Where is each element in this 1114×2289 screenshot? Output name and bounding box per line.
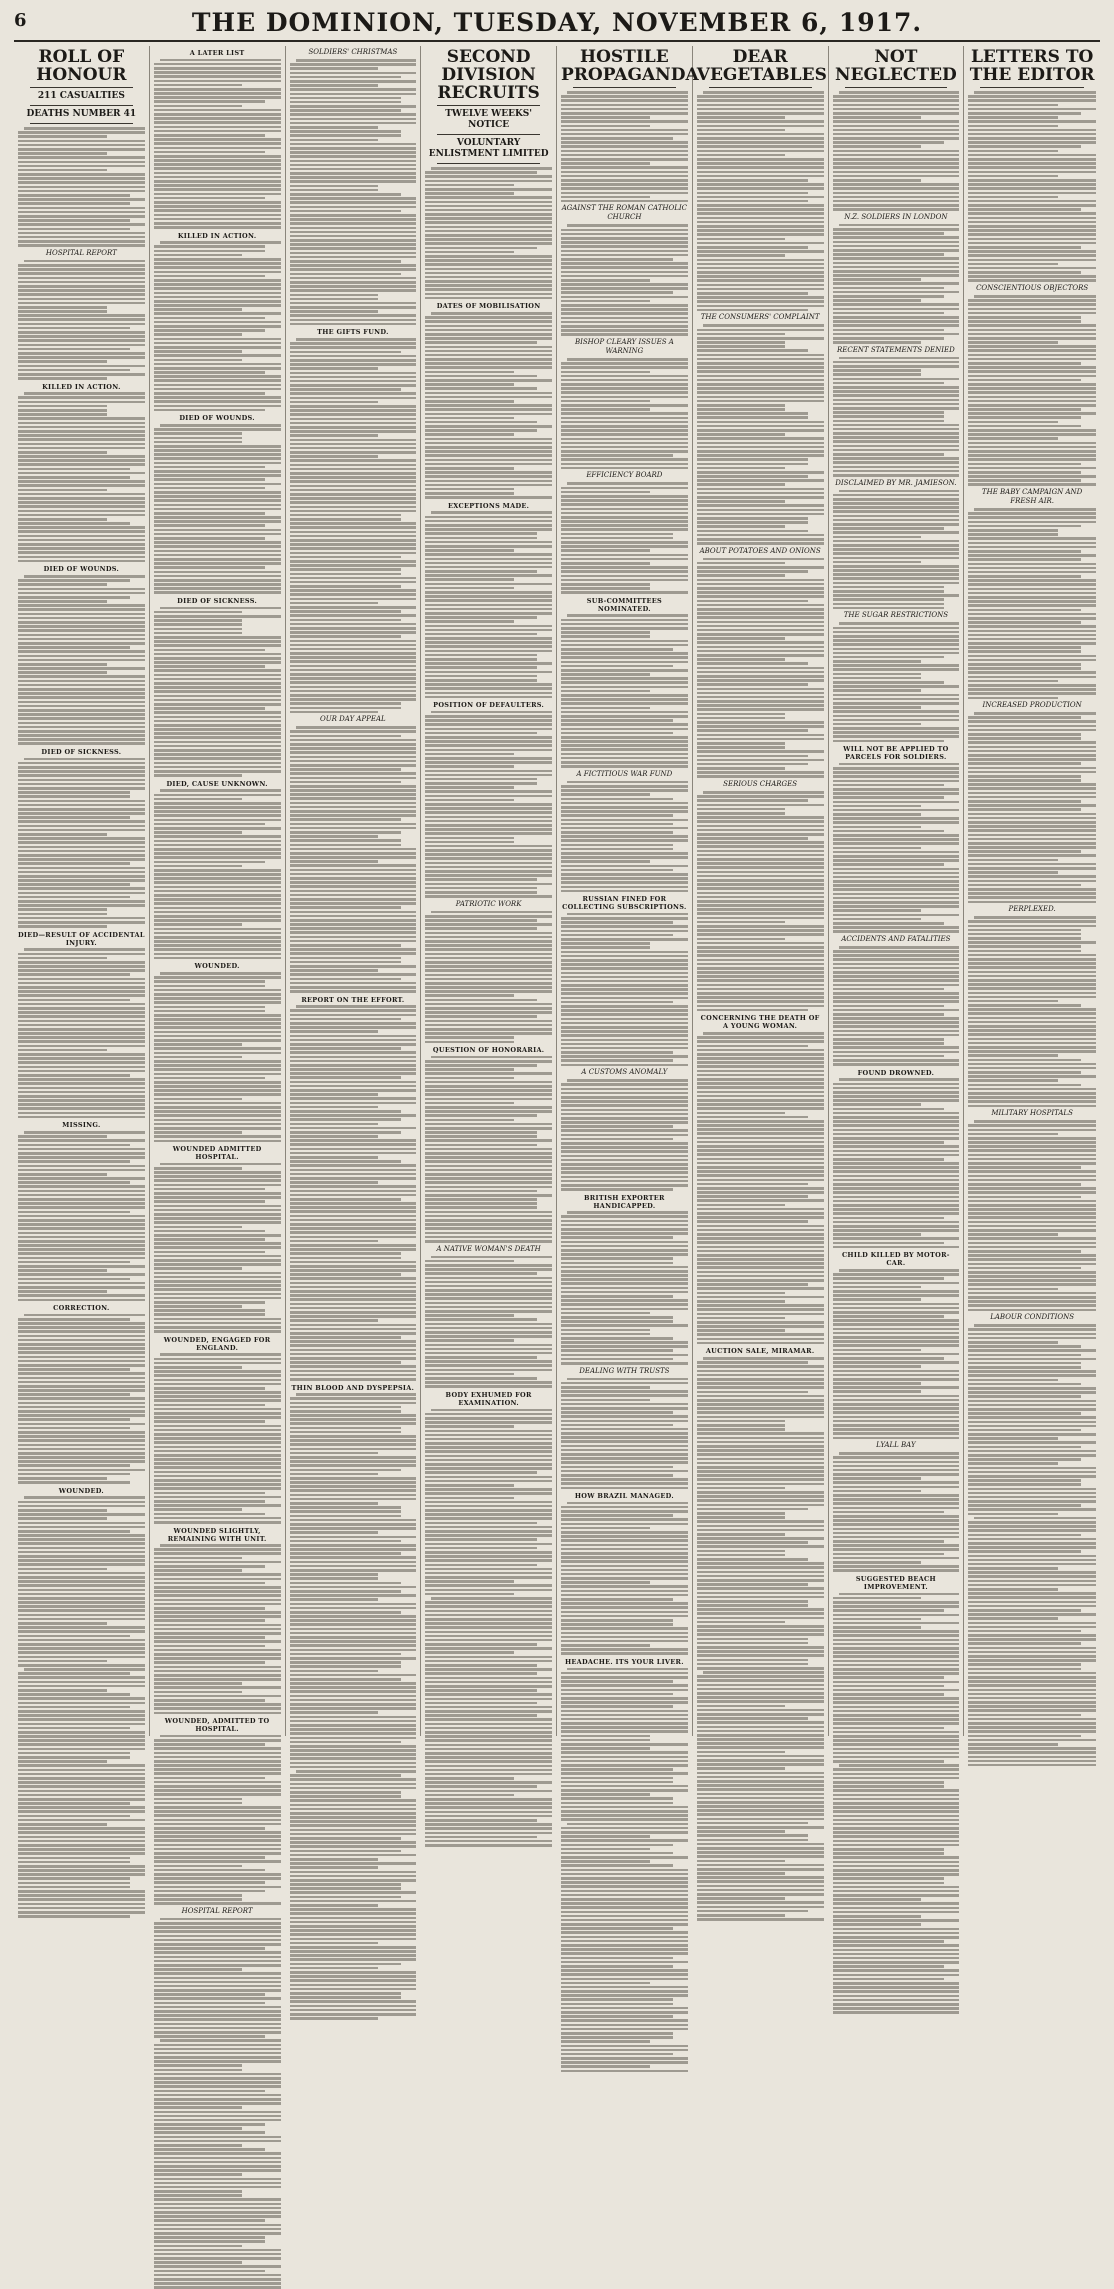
heading-rule: [845, 87, 948, 88]
article-body: [290, 338, 417, 713]
heading-3: LABOUR CONDITIONS: [990, 1313, 1075, 1322]
heading-4: DATES OF MOBILISATION: [436, 302, 541, 311]
heading-4: KILLED IN ACTION.: [177, 231, 257, 240]
article-body: [833, 490, 960, 610]
heading-4: BRITISH EXPORTER HANDICAPPED.: [584, 1193, 665, 1210]
article-body: [697, 791, 824, 1011]
heading-4: WOUNDED, ADMITTED TO HOSPITAL.: [164, 1717, 270, 1734]
heading-4: KILLED IN ACTION.: [42, 382, 121, 391]
heading-2: 211 CASUALTIES: [37, 91, 125, 101]
heading-3: INCREASED PRODUCTION: [982, 701, 1082, 710]
article-body: [561, 1079, 688, 1190]
article-body: [154, 607, 281, 777]
heading-rule: [437, 105, 540, 106]
heading-3: PERPLEXED.: [1008, 905, 1056, 914]
article-body: [968, 916, 1096, 1107]
heading-4: POSITION OF DEFAULTERS.: [433, 701, 545, 710]
heading-4: HEADACHE. ITS YOUR LIVER.: [564, 1658, 684, 1667]
heading-4: DIED OF SICKNESS.: [177, 597, 258, 606]
column-1: [14, 46, 150, 1736]
article-body: [18, 1668, 145, 1918]
heading-4: HOW BRAZIL MANAGED.: [574, 1492, 674, 1501]
heading-4: A LATER LIST: [189, 49, 245, 57]
article-body: [833, 1452, 960, 1572]
heading-4: REPORT ON THE EFFORT.: [301, 995, 405, 1004]
article-body: [561, 224, 688, 335]
article-body: [833, 763, 960, 933]
heading-3: A FICTITIOUS WAR FUND: [576, 769, 673, 778]
heading-4: EXCEPTIONS MADE.: [448, 501, 530, 510]
heading-4: WOUNDED ADMITTED HOSPITAL.: [172, 1145, 262, 1162]
heading-4: THIN BLOOD AND DYSPEPSIA.: [291, 1383, 415, 1392]
heading-1: ROLL OF HONOUR: [36, 47, 127, 85]
article-body: [561, 614, 688, 767]
article-body: [18, 1131, 145, 1301]
heading-3: OUR DAY APPEAL: [320, 715, 386, 724]
article-body: [154, 1918, 281, 2038]
heading-rule: [30, 105, 133, 106]
heading-3: EFFICIENCY BOARD: [586, 471, 663, 480]
article-body: [561, 1823, 688, 2073]
heading-4: WOUNDED.: [58, 1486, 104, 1495]
article-body: [968, 1120, 1096, 1311]
column-4: [421, 46, 557, 1736]
heading-1: LETTERS TO THE EDITOR: [969, 47, 1095, 85]
article-body: [697, 1671, 824, 1921]
heading-rule: [709, 87, 812, 88]
article-body: [833, 224, 960, 344]
heading-4: WOUNDED SLIGHTLY, REMAINING WITH UNIT.: [167, 1526, 267, 1543]
article-body: [425, 511, 552, 698]
heading-3: MILITARY HOSPITALS: [991, 1109, 1073, 1118]
article-body: [968, 1517, 1096, 1767]
article-body: [290, 1770, 417, 2020]
article-body: [18, 948, 145, 1118]
masthead: [14, 4, 1100, 42]
heading-3: A CUSTOMS ANOMALY: [581, 1068, 668, 1077]
article-body: [18, 1496, 145, 1666]
column-7: [829, 46, 965, 1736]
article-body: [154, 241, 281, 411]
article-body: [833, 357, 960, 477]
heading-4: AUCTION SALE, MIRAMAR.: [705, 1347, 815, 1356]
article-body: [290, 1005, 417, 1380]
column-2: [150, 46, 286, 1915]
heading-2: DEATHS NUMBER 41: [26, 109, 137, 119]
heading-3: THE BABY CAMPAIGN AND FRESH AIR.: [981, 488, 1083, 506]
article-body: [18, 392, 145, 562]
article-body: [833, 91, 960, 211]
article-body: [833, 1593, 960, 1763]
heading-4: RUSSIAN FINED FOR COLLECTING SUBSCRIPTIONS.: [562, 895, 687, 912]
article-body: [154, 789, 281, 959]
heading-4: CORRECTION.: [53, 1304, 110, 1313]
heading-4: THE GIFTS FUND.: [317, 328, 389, 337]
article-body: [154, 2039, 281, 2289]
article-body: [968, 712, 1096, 903]
article-body: [561, 482, 688, 593]
heading-3: ABOUT POTATOES AND ONIONS: [699, 546, 821, 555]
heading-4: SUGGESTED BEACH IMPROVEMENT.: [855, 1574, 936, 1591]
heading-3: CONSCIENTIOUS OBJECTORS: [976, 284, 1089, 293]
article-body: [697, 91, 824, 311]
article-body: [968, 508, 1096, 699]
article-body: [290, 1393, 417, 1768]
heading-3: SERIOUS CHARGES: [723, 780, 798, 789]
newspaper-columns: [14, 46, 1100, 1915]
heading-rule: [437, 134, 540, 135]
heading-4: MISSING.: [62, 1121, 101, 1130]
article-body: [425, 911, 552, 1043]
article-body: [561, 781, 688, 892]
heading-1: NOT NEGLECTED: [834, 47, 957, 85]
article-body: [561, 91, 688, 202]
column-8: [964, 46, 1100, 1736]
article-body: [833, 1269, 960, 1439]
article-body: [18, 260, 145, 380]
article-body: [968, 295, 1096, 486]
heading-2: TWELVE WEEKS' NOTICE: [445, 109, 533, 130]
article-body: [154, 1353, 281, 1523]
heading-3: LYALL BAY: [876, 1441, 916, 1450]
heading-3: ACCIDENTS AND FATALITIES: [841, 934, 951, 943]
article-body: [561, 358, 688, 469]
heading-4: WOUNDED, ENGAGED FOR ENGLAND.: [163, 1335, 271, 1352]
article-body: [18, 758, 145, 928]
heading-4: FOUND DROWNED.: [857, 1068, 935, 1077]
article-body: [154, 972, 281, 1142]
heading-4: DIED—RESULT OF ACCIDENTAL INJURY.: [18, 930, 145, 947]
column-5: [557, 46, 699, 1736]
article-body: [425, 312, 552, 499]
heading-rule: [30, 87, 133, 88]
article-body: [697, 558, 824, 778]
heading-3: N.Z. SOLDIERS IN LONDON: [844, 212, 948, 221]
heading-4: WOUNDED.: [194, 962, 240, 971]
heading-3: HOSPITAL REPORT: [181, 1906, 253, 1915]
page-number: 6: [14, 10, 27, 31]
article-body: [561, 1211, 688, 1364]
article-body: [425, 711, 552, 898]
article-body: [154, 59, 281, 229]
heading-4: BODY EXHUMED FOR EXAMINATION.: [445, 1390, 532, 1407]
heading-4: DIED OF SICKNESS.: [41, 748, 122, 757]
heading-4: CHILD KILLED BY MOTOR-CAR.: [841, 1251, 950, 1268]
article-body: [425, 1256, 552, 1388]
article-body: [154, 1735, 281, 1905]
article-body: [833, 622, 960, 742]
article-body: [561, 1668, 688, 1821]
heading-rule: [980, 87, 1084, 88]
newspaper-title: THE DOMINION, TUESDAY, NOVEMBER 6, 1917.: [191, 8, 923, 37]
heading-3: PATRIOTIC WORK: [455, 899, 522, 908]
heading-3: DISCLAIMED BY MR. JAMIESON.: [835, 478, 957, 487]
article-body: [18, 127, 145, 247]
heading-3: DEALING WITH TRUSTS: [579, 1366, 670, 1375]
heading-3: A NATIVE WOMAN'S DEATH: [436, 1244, 541, 1253]
heading-4: DIED, CAUSE UNKNOWN.: [166, 779, 268, 788]
article-body: [561, 1502, 688, 1655]
article-body: [425, 167, 552, 299]
article-body: [154, 1544, 281, 1714]
heading-3: BISHOP CLEARY ISSUES A WARNING: [574, 337, 674, 355]
article-body: [968, 91, 1096, 282]
article-body: [425, 1597, 552, 1847]
heading-1: SECOND DIVISION RECRUITS: [437, 47, 540, 103]
heading-4: SUB-COMMITTEES NOMINATED.: [586, 596, 662, 613]
heading-3: THE SUGAR RESTRICTIONS: [843, 611, 949, 620]
column-6: [693, 46, 829, 1736]
heading-3: RECENT STATEMENTS DENIED: [836, 345, 955, 354]
heading-1: DEAR VEGETABLES: [696, 47, 827, 85]
heading-3: THE CONSUMERS' COMPLAINT: [700, 313, 820, 322]
article-body: [425, 1056, 552, 1243]
article-body: [18, 575, 145, 745]
heading-rule: [573, 87, 676, 88]
heading-4: WILL NOT BE APPLIED TO PARCELS FOR SOLDIERS.: [843, 745, 949, 762]
article-body: [833, 1078, 960, 1248]
article-body: [833, 946, 960, 1066]
heading-4: QUESTION OF HONORARIA.: [432, 1046, 545, 1055]
article-body: [154, 1163, 281, 1333]
heading-3: SOLDIERS' CHRISTMAS: [308, 48, 398, 56]
article-body: [697, 324, 824, 544]
heading-3: AGAINST THE ROMAN CATHOLIC CHURCH: [561, 204, 688, 222]
article-body: [425, 1409, 552, 1596]
article-body: [290, 59, 417, 325]
heading-2: VOLUNTARY ENLISTMENT LIMITED: [428, 138, 549, 159]
article-body: [697, 1032, 824, 1344]
column-3: [286, 46, 422, 1736]
article-body: [18, 1314, 145, 1484]
article-body: [290, 726, 417, 992]
heading-4: CONCERNING THE DEATH OF A YOUNG WOMAN.: [700, 1014, 820, 1031]
heading-4: DIED OF WOUNDS.: [43, 565, 120, 574]
article-body: [968, 1324, 1096, 1515]
article-body: [833, 1764, 960, 2014]
heading-4: DIED OF WOUNDS.: [179, 414, 255, 423]
article-body: [697, 1357, 824, 1669]
article-body: [561, 913, 688, 1066]
heading-1: HOSTILE PROPAGANDA: [561, 47, 699, 85]
heading-rule: [437, 163, 540, 164]
article-body: [154, 424, 281, 594]
heading-3: HOSPITAL REPORT: [45, 248, 117, 257]
heading-rule: [30, 123, 133, 124]
article-body: [561, 1378, 688, 1489]
